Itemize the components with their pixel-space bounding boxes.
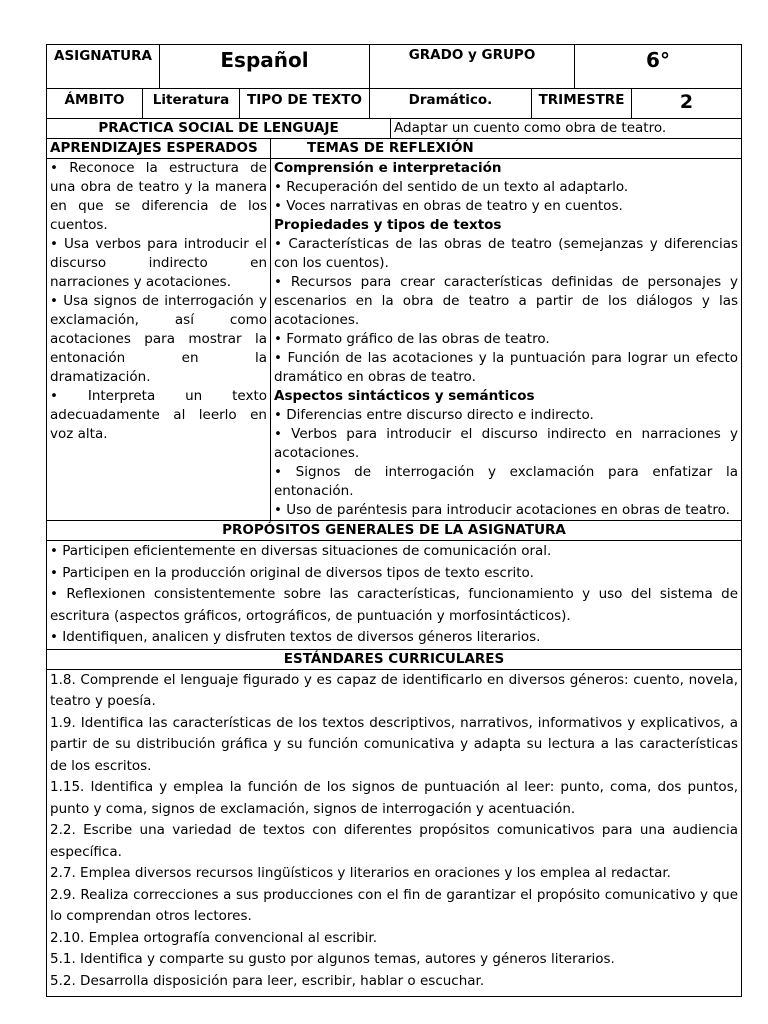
temas-item: • Voces narrativas en obras de teatro y en cuentos. bbox=[274, 198, 623, 214]
practica-label: PRACTICA SOCIAL DE LENGUAJE bbox=[47, 119, 391, 139]
propositos-label: PROPÓSITOS GENERALES DE LA ASIGNATURA bbox=[47, 521, 742, 541]
aprendizaje-item: • Reconoce la estructura de una obra de teatro y la manera en que se diferencia de los cuentos. bbox=[50, 160, 267, 233]
aprendizaje-item: • Usa verbos para introducir el discurso indirecto en narraciones y acotaciones. bbox=[50, 236, 267, 290]
estandar-item: 2.2. Escribe una variedad de textos con diferentes propósitos comunicativos para una audiencia específica. bbox=[50, 822, 739, 860]
temas-section-title: Aspectos sintácticos y semánticos bbox=[274, 388, 535, 404]
aprendizajes-header-row bbox=[47, 139, 742, 159]
temas-label: TEMAS DE REFLEXIÓN bbox=[271, 139, 742, 159]
estandares-label: ESTÁNDARES CURRICULARES bbox=[47, 649, 742, 669]
estandares-list bbox=[47, 669, 742, 997]
trimestre-label: TRIMESTRE bbox=[532, 89, 632, 119]
grado-value: 6° bbox=[575, 45, 742, 89]
asignatura-value: Español bbox=[160, 45, 370, 89]
practica-value: Adaptar un cuento como obra de teatro. bbox=[391, 119, 742, 139]
temas-item: • Verbos para introducir el discurso indirecto en narraciones y acotaciones. bbox=[274, 426, 739, 461]
aprendizajes-label: APRENDIZAJES ESPERADOS bbox=[47, 139, 271, 159]
proposito-item: • Reflexionen consistentemente sobre las características, funcionamiento y uso del sistema de escritura (aspectos gráficos, ortográficos, de puntuación y morfosintácticos). bbox=[50, 586, 739, 624]
temas-item: • Recuperación del sentido de un texto al adaptarlo. bbox=[274, 179, 629, 195]
asignatura-label: ASIGNATURA bbox=[47, 45, 160, 89]
temas-section-title: Propiedades y tipos de textos bbox=[274, 217, 502, 233]
temas-item: • Características de las obras de teatro (semejanzas y diferencias con los cuentos). bbox=[274, 236, 739, 271]
propositos-header-row bbox=[47, 521, 742, 541]
propositos-list bbox=[47, 541, 742, 650]
estandares-header-row bbox=[47, 649, 742, 669]
content-table bbox=[46, 118, 742, 997]
aprendizajes-temas-row bbox=[47, 159, 742, 521]
estandar-item: 5.2. Desarrolla disposición para leer, escribir, hablar o escuchar. bbox=[50, 972, 485, 989]
temas-item: • Diferencias entre discurso directo e indirecto. bbox=[274, 407, 594, 423]
estandar-item: 5.1. Identifica y comparte su gusto por algunos temas, autores y géneros literarios. bbox=[50, 951, 615, 967]
estandar-item: 2.9. Realiza correcciones a sus producciones con el fin de garantizar el propósito comunicativo y que lo comprendan otros lectores. bbox=[50, 886, 739, 924]
temas-item: • Formato gráfico de las obras de teatro. bbox=[274, 331, 550, 347]
estandar-item: 2.7. Emplea diversos recursos lingüísticos y literarios en oraciones y los emplea al redactar. bbox=[50, 865, 671, 881]
temas-section-title: Comprensión e interpretación bbox=[274, 160, 502, 176]
aprendizajes-list bbox=[47, 159, 271, 521]
estandar-item: 1.8. Comprende el lenguaje figurado y es capaz de identificarlo en diversos géneros: cuento, novela, teatro y poesía. bbox=[50, 671, 739, 709]
header-table bbox=[46, 44, 742, 89]
tipo-value: Dramático. bbox=[370, 89, 532, 119]
ambito-value: Literatura bbox=[143, 89, 240, 119]
temas-item: • Recursos para crear características definidas de personajes y escenarios en la obra de teatro a partir de los diálogos y las acotaciones. bbox=[274, 274, 739, 328]
estandar-item: 1.15. Identifica y emplea la función de los signos de puntuación al leer: punto, coma, dos puntos, punto y coma, signos de exclamación, signos de interrogación y acentuación. bbox=[50, 779, 739, 817]
header-table-row2 bbox=[46, 88, 742, 119]
proposito-item: • Participen eficientemente en diversas situaciones de comunicación oral. bbox=[50, 543, 552, 559]
propositos-row bbox=[47, 541, 742, 650]
estandar-item: 2.10. Emplea ortografía convencional al escribir. bbox=[50, 929, 378, 946]
estandar-item: 1.9. Identifica las características de los textos descriptivos, narrativos, informativos y explicativos, a partir de su distribución gráfica y su función comunicativa y adapta su lectura a las características de los escritos. bbox=[50, 714, 739, 774]
temas-item: • Signos de interrogación y exclamación para enfatizar la entonación. bbox=[274, 464, 739, 499]
practica-row bbox=[47, 119, 742, 139]
proposito-item: • Participen en la producción original de diversos tipos de texto escrito. bbox=[50, 564, 534, 581]
ambito-label: ÁMBITO bbox=[47, 89, 143, 119]
proposito-item: • Identifiquen, analicen y disfruten textos de diversos géneros literarios. bbox=[50, 629, 541, 645]
temas-item: • Uso de paréntesis para introducir acotaciones en obras de teatro. bbox=[274, 502, 730, 518]
temas-list bbox=[271, 159, 742, 521]
tipo-label: TIPO DE TEXTO bbox=[240, 89, 370, 119]
aprendizaje-item: • Interpreta un texto adecuadamente al leerlo en voz alta. bbox=[50, 388, 267, 442]
temas-item: • Función de las acotaciones y la puntuación para lograr un efecto dramático en obras de teatro. bbox=[274, 350, 739, 385]
aprendizaje-item: • Usa signos de interrogación y exclamación, así como acotaciones para mostrar la entonación en la dramatización. bbox=[50, 293, 267, 385]
grado-label: GRADO y GRUPO bbox=[370, 45, 575, 89]
estandares-row bbox=[47, 669, 742, 997]
trimestre-value: 2 bbox=[632, 89, 742, 119]
